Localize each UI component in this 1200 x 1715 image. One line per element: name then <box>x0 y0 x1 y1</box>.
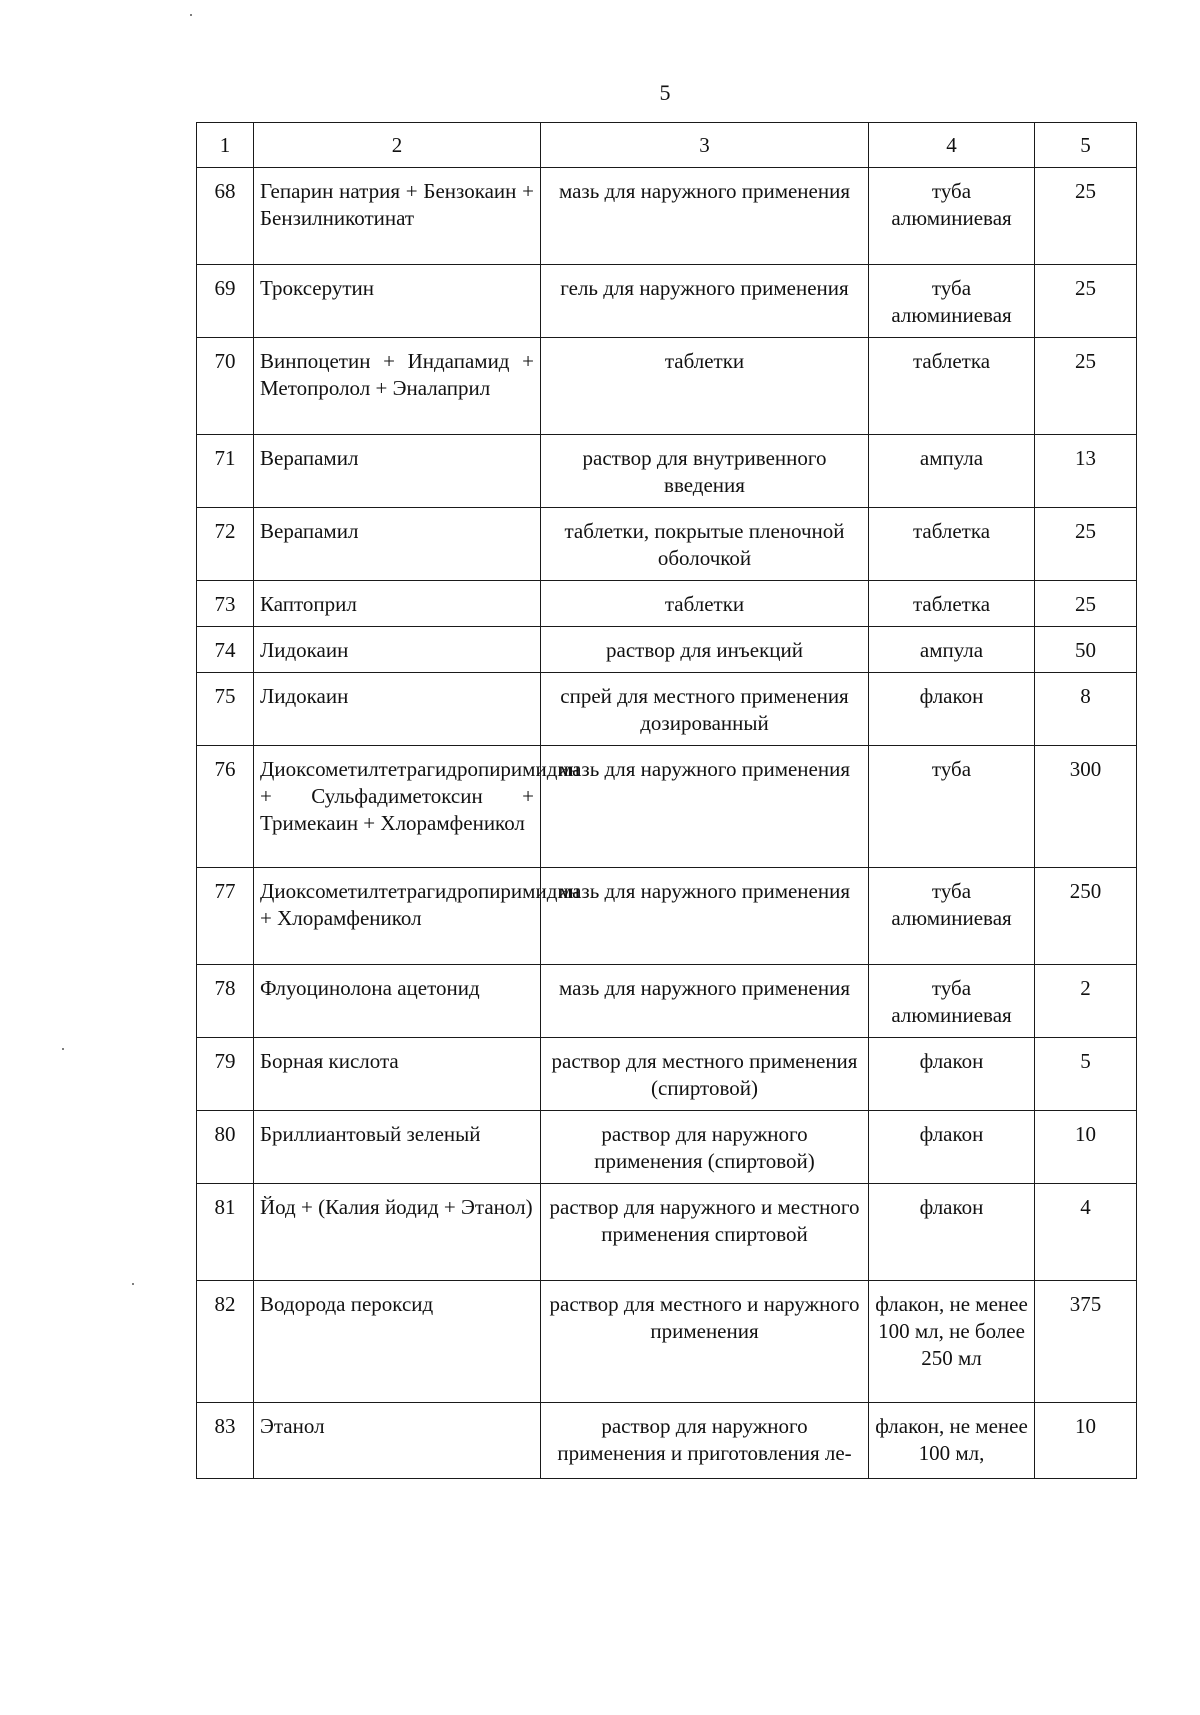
quantity: 13 <box>1035 435 1137 508</box>
table-row <box>197 1281 1137 1403</box>
row-number: 74 <box>197 627 254 673</box>
table-row <box>197 581 1137 627</box>
dosage-form: таблетки <box>541 338 869 435</box>
table-row <box>197 508 1137 581</box>
table-row <box>197 868 1137 965</box>
dosage-form: мазь для наружного применения <box>541 868 869 965</box>
drug-name: Бриллиантовый зеленый <box>254 1111 541 1184</box>
row-number: 82 <box>197 1281 254 1403</box>
package-unit: ампула <box>869 627 1035 673</box>
table-row <box>197 746 1137 868</box>
row-number: 81 <box>197 1184 254 1281</box>
quantity: 10 <box>1035 1403 1137 1479</box>
drug-name: Диоксометилтетрагидропиримидин + Сульфадиметоксин + Тримекаин + Хлорамфеникол <box>254 746 541 868</box>
table-row <box>197 965 1137 1038</box>
table-row <box>197 627 1137 673</box>
quantity: 4 <box>1035 1184 1137 1281</box>
row-number: 68 <box>197 168 254 265</box>
quantity: 25 <box>1035 581 1137 627</box>
package-unit: таблетка <box>869 581 1035 627</box>
row-number: 73 <box>197 581 254 627</box>
row-number: 78 <box>197 965 254 1038</box>
dosage-form: раствор для внутривенного введения <box>541 435 869 508</box>
dosage-form: раствор для наружного применения (спиртовой) <box>541 1111 869 1184</box>
row-number: 79 <box>197 1038 254 1111</box>
package-unit: туба <box>869 746 1035 868</box>
quantity: 25 <box>1035 168 1137 265</box>
dosage-form: мазь для наружного применения <box>541 965 869 1038</box>
drug-name: Лидокаин <box>254 627 541 673</box>
row-number: 77 <box>197 868 254 965</box>
package-unit: флакон <box>869 673 1035 746</box>
row-number: 83 <box>197 1403 254 1479</box>
header-cell-2: 2 <box>254 123 541 168</box>
quantity: 50 <box>1035 627 1137 673</box>
dosage-form: раствор для наружного применения и приготовления ле- <box>541 1403 869 1479</box>
quantity: 250 <box>1035 868 1137 965</box>
package-unit: ампула <box>869 435 1035 508</box>
dosage-form: таблетки, покрытые пленочной оболочкой <box>541 508 869 581</box>
drug-name: Диоксометилтетрагидропиримидин + Хлорамфеникол <box>254 868 541 965</box>
table-row <box>197 1184 1137 1281</box>
table-row <box>197 168 1137 265</box>
table-row <box>197 673 1137 746</box>
package-unit: флакон <box>869 1038 1035 1111</box>
dosage-form: раствор для наружного и местного применения спиртовой <box>541 1184 869 1281</box>
quantity: 375 <box>1035 1281 1137 1403</box>
package-unit: таблетка <box>869 338 1035 435</box>
table-row <box>197 1403 1137 1479</box>
drug-name: Борная кислота <box>254 1038 541 1111</box>
quantity: 25 <box>1035 265 1137 338</box>
drug-name: Водорода пероксид <box>254 1281 541 1403</box>
quantity: 25 <box>1035 338 1137 435</box>
dosage-form: раствор для инъекций <box>541 627 869 673</box>
row-number: 75 <box>197 673 254 746</box>
drug-name: Гепарин натрия + Бензокаин + Бензилникотинат <box>254 168 541 265</box>
drug-name: Каптоприл <box>254 581 541 627</box>
package-unit: туба алюминиевая <box>869 868 1035 965</box>
dosage-form: гель для наружного применения <box>541 265 869 338</box>
row-number: 76 <box>197 746 254 868</box>
scan-speck <box>62 1048 64 1050</box>
package-unit: флакон <box>869 1111 1035 1184</box>
quantity: 8 <box>1035 673 1137 746</box>
package-unit: туба алюминиевая <box>869 965 1035 1038</box>
row-number: 72 <box>197 508 254 581</box>
medication-table <box>196 122 1137 1479</box>
drug-name: Верапамил <box>254 508 541 581</box>
header-cell-4: 4 <box>869 123 1035 168</box>
drug-name: Этанол <box>254 1403 541 1479</box>
quantity: 25 <box>1035 508 1137 581</box>
table-row <box>197 1038 1137 1111</box>
header-cell-3: 3 <box>541 123 869 168</box>
row-number: 70 <box>197 338 254 435</box>
dosage-form: раствор для местного и наружного применения <box>541 1281 869 1403</box>
drug-name: Верапамил <box>254 435 541 508</box>
table-row <box>197 265 1137 338</box>
page-number: 5 <box>659 80 671 105</box>
header-cell-5: 5 <box>1035 123 1137 168</box>
table-body <box>197 168 1137 1479</box>
header-cell-1: 1 <box>197 123 254 168</box>
row-number: 71 <box>197 435 254 508</box>
package-unit: туба алюминиевая <box>869 265 1035 338</box>
table-row <box>197 1111 1137 1184</box>
table-row <box>197 435 1137 508</box>
scan-speck <box>190 14 192 16</box>
quantity: 5 <box>1035 1038 1137 1111</box>
drug-name: Винпоцетин + Индапамид + Метопролол + Эналаприл <box>254 338 541 435</box>
dosage-form: мазь для наружного применения <box>541 168 869 265</box>
quantity: 2 <box>1035 965 1137 1038</box>
quantity: 300 <box>1035 746 1137 868</box>
drug-name: Лидокаин <box>254 673 541 746</box>
dosage-form: спрей для местного применения дозированный <box>541 673 869 746</box>
row-number: 80 <box>197 1111 254 1184</box>
dosage-form: раствор для местного применения (спиртовой) <box>541 1038 869 1111</box>
dosage-form: таблетки <box>541 581 869 627</box>
dosage-form: мазь для наружного применения <box>541 746 869 868</box>
header-row <box>197 123 1137 168</box>
table-row <box>197 338 1137 435</box>
package-unit: флакон, не менее 100 мл, не более 250 мл <box>869 1281 1035 1403</box>
package-unit: таблетка <box>869 508 1035 581</box>
drug-name: Флуоцинолона ацетонид <box>254 965 541 1038</box>
quantity: 10 <box>1035 1111 1137 1184</box>
drug-name: Йод + (Калия йодид + Этанол) <box>254 1184 541 1281</box>
row-number: 69 <box>197 265 254 338</box>
package-unit: флакон, не менее 100 мл, <box>869 1403 1035 1479</box>
package-unit: туба алюминиевая <box>869 168 1035 265</box>
package-unit: флакон <box>869 1184 1035 1281</box>
drug-name: Троксерутин <box>254 265 541 338</box>
scan-speck <box>132 1283 134 1285</box>
